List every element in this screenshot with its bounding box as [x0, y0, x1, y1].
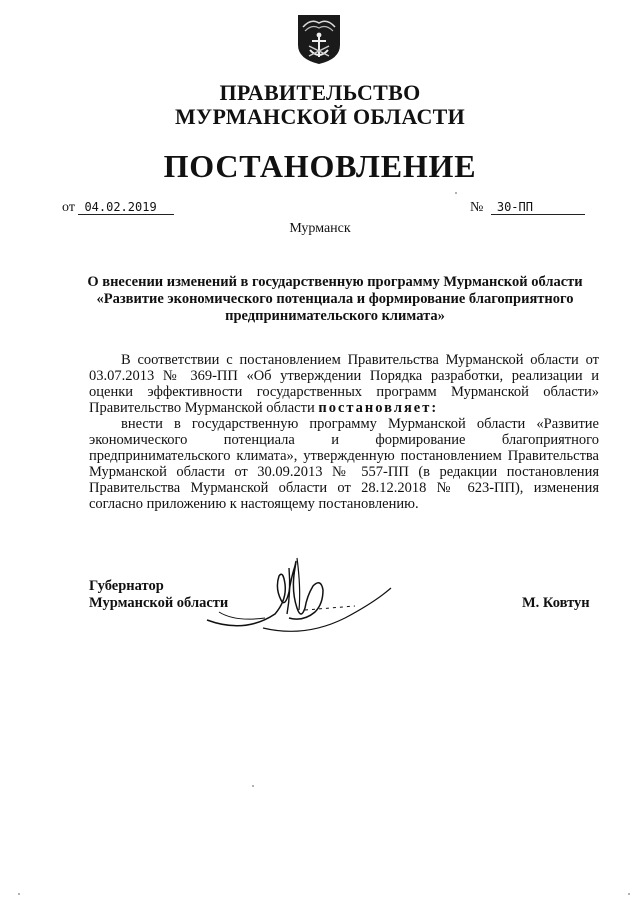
coat-of-arms-emblem	[296, 13, 342, 65]
signer-position-line: Губернатор	[89, 578, 164, 594]
subject-line: О внесении изменений в государственную программу Мурманской области	[87, 274, 583, 290]
document-type-title: ПОСТАНОВЛЕНИЕ	[163, 148, 477, 184]
date-prefix: от	[62, 200, 75, 215]
document-date	[62, 200, 174, 216]
document-subject	[80, 274, 590, 325]
number-prefix: №	[470, 200, 484, 215]
body-paragraph: внести в государственную программу Мурманской области «Развитие экономического потенциала и формирование благоприятного предпринимательского климата», утвержденную постановлением Правительства Мурманской области от 30.09.2013 № 557-ПП (в редакции постановления Правительства Мурманской области от 28.12.2018 № 623-ПП), изменения согласно приложению к настоящему постановлению.	[89, 416, 599, 512]
scan-speck	[455, 192, 457, 194]
handwritten-signature	[205, 548, 405, 638]
scan-speck	[18, 893, 20, 895]
body-paragraph	[89, 352, 599, 416]
organization-name-line1: ПРАВИТЕЛЬСТВО	[219, 80, 421, 105]
signer-name: М. Ковтун	[522, 595, 590, 611]
number-value: 30-ПП	[491, 200, 585, 215]
date-value: 04.02.2019	[78, 200, 174, 215]
document-number	[470, 200, 585, 216]
scan-speck	[252, 785, 254, 787]
city: Мурманск	[289, 221, 351, 236]
subject-line: предпринимательского климата»	[225, 308, 445, 324]
subject-line: «Развитие экономического потенциала и формирование благоприятного	[96, 291, 574, 307]
scan-speck	[628, 893, 630, 895]
organization-name-line2: МУРМАНСКОЙ ОБЛАСТИ	[174, 104, 466, 129]
paragraph-text: В соответствии с постановлением Правительства Мурманской области от 03.07.2013 № 369-ПП «Об утверждении Порядка разработки, реализации и оценки эффективности государственных программ Мурманской области» Правительство Мурманской области	[89, 352, 599, 416]
resolve-word: постановляет:	[318, 400, 439, 416]
document-body	[89, 352, 599, 512]
signer-position-line: Мурманской области	[89, 595, 229, 611]
